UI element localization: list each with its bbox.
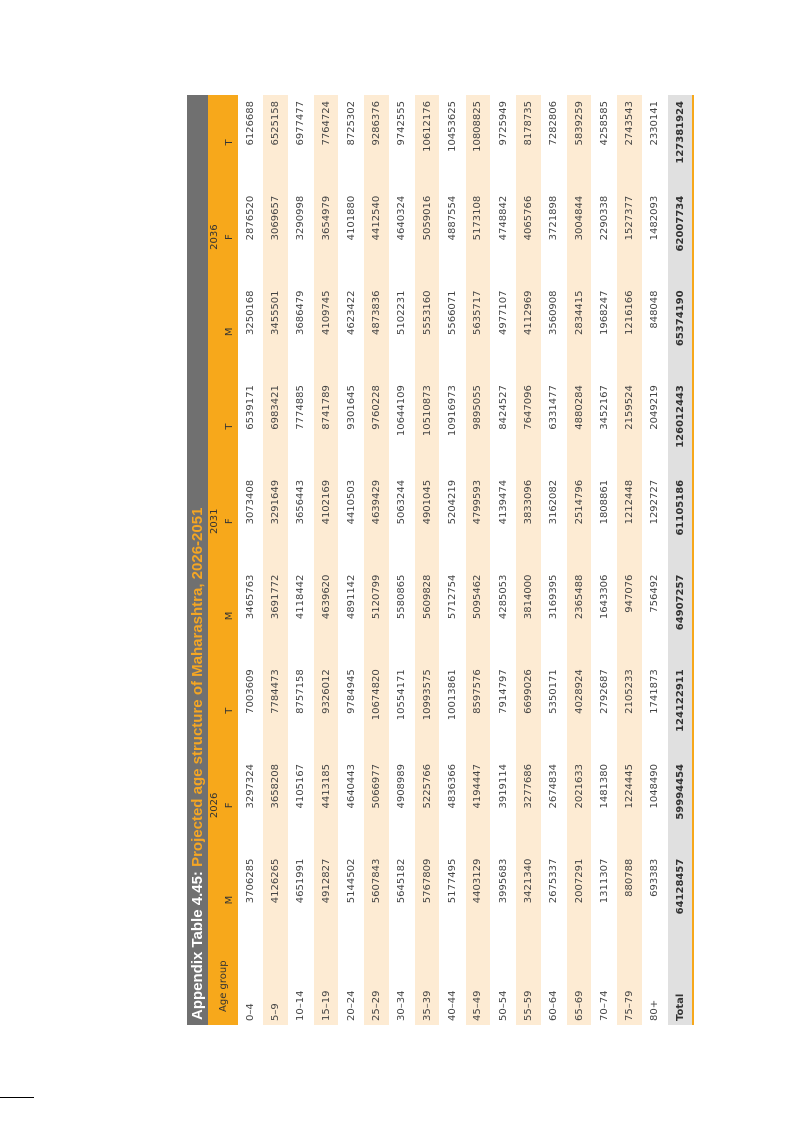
table-cell: 4194447 bbox=[465, 758, 490, 853]
table-cell: 9760228 bbox=[364, 379, 389, 474]
table-cell: 3297324 bbox=[238, 758, 263, 853]
table-row bbox=[541, 95, 566, 1025]
total-cell: 124122911 bbox=[668, 663, 694, 758]
total-cell: 59994454 bbox=[668, 758, 694, 853]
sub-header-t: T bbox=[221, 379, 238, 474]
table-cell: 2021633 bbox=[566, 758, 591, 853]
table-cell: 2365488 bbox=[566, 569, 591, 664]
table-cell: 1224445 bbox=[617, 758, 642, 853]
table-cell: 3706285 bbox=[238, 853, 263, 948]
table-cell: 10510873 bbox=[415, 379, 440, 474]
table-cell: 5173108 bbox=[465, 190, 490, 285]
age-group-label: 45–49 bbox=[465, 947, 490, 1025]
total-cell: 62007734 bbox=[668, 190, 694, 285]
table-cell: 4640324 bbox=[389, 190, 414, 285]
table-cell: 8741789 bbox=[313, 379, 338, 474]
sub-header-f: F bbox=[221, 758, 238, 853]
table-cell: 4065766 bbox=[516, 190, 541, 285]
table-cell: 4887554 bbox=[440, 190, 465, 285]
table-cell: 3654979 bbox=[313, 190, 338, 285]
table-cell: 6699026 bbox=[516, 663, 541, 758]
table-cell: 5066977 bbox=[364, 758, 389, 853]
table-row bbox=[389, 95, 414, 1025]
table-cell: 8178735 bbox=[516, 95, 541, 190]
table-cell: 8597576 bbox=[465, 663, 490, 758]
total-label: Total bbox=[668, 947, 694, 1025]
table-cell: 5645182 bbox=[389, 853, 414, 948]
table-cell: 9326012 bbox=[313, 663, 338, 758]
table-cell: 6983421 bbox=[263, 379, 288, 474]
table-cell: 6525158 bbox=[263, 95, 288, 190]
table-cell: 10554171 bbox=[389, 663, 414, 758]
table-cell: 4639429 bbox=[364, 474, 389, 569]
table-cell: 4623422 bbox=[339, 284, 364, 379]
age-group-label: 75–79 bbox=[617, 947, 642, 1025]
rotated-table-container bbox=[187, 95, 697, 1025]
table-cell: 9286376 bbox=[364, 95, 389, 190]
total-cell: 64907257 bbox=[668, 569, 694, 664]
table-cell: 4102169 bbox=[313, 474, 338, 569]
sub-header-f: F bbox=[221, 474, 238, 569]
table-cell: 5102231 bbox=[389, 284, 414, 379]
table-cell: 10453625 bbox=[440, 95, 465, 190]
table-cell: 5204219 bbox=[440, 474, 465, 569]
page-footer-rule bbox=[0, 1097, 34, 1098]
table-cell: 10644109 bbox=[389, 379, 414, 474]
table-cell: 9895055 bbox=[465, 379, 490, 474]
table-cell: 947076 bbox=[617, 569, 642, 664]
table-cell: 3421340 bbox=[516, 853, 541, 948]
table-cell: 2674834 bbox=[541, 758, 566, 853]
table-row bbox=[490, 95, 515, 1025]
table-cell: 1292727 bbox=[642, 474, 667, 569]
table-cell: 3560908 bbox=[541, 284, 566, 379]
table-cell: 4413185 bbox=[313, 758, 338, 853]
table-cell: 4880284 bbox=[566, 379, 591, 474]
table-cell: 4836366 bbox=[440, 758, 465, 853]
table-cell: 7282806 bbox=[541, 95, 566, 190]
table-cell: 4112969 bbox=[516, 284, 541, 379]
age-group-label: 15–19 bbox=[313, 947, 338, 1025]
total-cell: 61105186 bbox=[668, 474, 694, 569]
table-cell: 6126688 bbox=[238, 95, 263, 190]
table-cell: 4977107 bbox=[490, 284, 515, 379]
table-cell: 3277686 bbox=[516, 758, 541, 853]
table-cell: 6977477 bbox=[288, 95, 313, 190]
year-header-2031: 2031 bbox=[208, 379, 221, 663]
table-cell: 7914797 bbox=[490, 663, 515, 758]
table-cell: 3290998 bbox=[288, 190, 313, 285]
table-cell: 3919114 bbox=[490, 758, 515, 853]
table-cell: 880788 bbox=[617, 853, 642, 948]
table-cell: 1216166 bbox=[617, 284, 642, 379]
table-cell: 1311307 bbox=[592, 853, 617, 948]
table-cell: 9784945 bbox=[339, 663, 364, 758]
table-cell: 5059016 bbox=[415, 190, 440, 285]
table-row bbox=[516, 95, 541, 1025]
total-row bbox=[668, 95, 694, 1025]
table-cell: 3686479 bbox=[288, 284, 313, 379]
table-cell: 1482093 bbox=[642, 190, 667, 285]
table-cell: 7764724 bbox=[313, 95, 338, 190]
table-cell: 9725949 bbox=[490, 95, 515, 190]
table-title-main: Projected age structure of Maharashtra, 2026-2051 bbox=[189, 507, 206, 867]
table-cell: 5225766 bbox=[415, 758, 440, 853]
table-cell: 2105233 bbox=[617, 663, 642, 758]
table-cell: 7774885 bbox=[288, 379, 313, 474]
table-cell: 4799593 bbox=[465, 474, 490, 569]
total-cell: 126012443 bbox=[668, 379, 694, 474]
table-cell: 4912827 bbox=[313, 853, 338, 948]
table-cell: 3995683 bbox=[490, 853, 515, 948]
table-cell: 1643306 bbox=[592, 569, 617, 664]
table-cell: 2743543 bbox=[617, 95, 642, 190]
table-cell: 4118442 bbox=[288, 569, 313, 664]
table-cell: 6539171 bbox=[238, 379, 263, 474]
table-row bbox=[440, 95, 465, 1025]
table-cell: 10916973 bbox=[440, 379, 465, 474]
table-cell: 2876520 bbox=[238, 190, 263, 285]
table-cell: 4640443 bbox=[339, 758, 364, 853]
table-cell: 3250168 bbox=[238, 284, 263, 379]
table-cell: 5635717 bbox=[465, 284, 490, 379]
table-cell: 4285053 bbox=[490, 569, 515, 664]
table-cell: 1048490 bbox=[642, 758, 667, 853]
table-row bbox=[617, 95, 642, 1025]
table-cell: 5095462 bbox=[465, 569, 490, 664]
table-cell: 4651991 bbox=[288, 853, 313, 948]
table-cell: 10612176 bbox=[415, 95, 440, 190]
age-group-label: 40–44 bbox=[440, 947, 465, 1025]
age-group-label: 5–9 bbox=[263, 947, 288, 1025]
table-row bbox=[415, 95, 440, 1025]
year-header-2026: 2026 bbox=[208, 663, 221, 947]
table-row bbox=[313, 95, 338, 1025]
table-cell: 9742555 bbox=[389, 95, 414, 190]
table-cell: 1808861 bbox=[592, 474, 617, 569]
year-header-2036: 2036 bbox=[208, 95, 221, 379]
table-cell: 3069657 bbox=[263, 190, 288, 285]
table-cell: 5566071 bbox=[440, 284, 465, 379]
table-cell: 756492 bbox=[642, 569, 667, 664]
table-title-prefix: Appendix Table 4.45: bbox=[189, 866, 206, 1020]
sub-header-f: F bbox=[221, 190, 238, 285]
table-cell: 4410503 bbox=[339, 474, 364, 569]
table-row bbox=[339, 95, 364, 1025]
table-cell: 3814000 bbox=[516, 569, 541, 664]
table-cell: 8757158 bbox=[288, 663, 313, 758]
table-cell: 3656443 bbox=[288, 474, 313, 569]
table-cell: 2290338 bbox=[592, 190, 617, 285]
table-cell: 5580865 bbox=[389, 569, 414, 664]
table-cell: 5350171 bbox=[541, 663, 566, 758]
table-cell: 4873836 bbox=[364, 284, 389, 379]
age-group-label: 80+ bbox=[642, 947, 667, 1025]
table-cell: 4639620 bbox=[313, 569, 338, 664]
table-cell: 2792687 bbox=[592, 663, 617, 758]
table-cell: 3162082 bbox=[541, 474, 566, 569]
table-cell: 2514796 bbox=[566, 474, 591, 569]
age-group-label: 50–54 bbox=[490, 947, 515, 1025]
table-cell: 4139474 bbox=[490, 474, 515, 569]
age-group-label: 25–29 bbox=[364, 947, 389, 1025]
table-row bbox=[465, 95, 490, 1025]
table-cell: 6331477 bbox=[541, 379, 566, 474]
table-cell: 5767809 bbox=[415, 853, 440, 948]
table-cell: 4258585 bbox=[592, 95, 617, 190]
table-cell: 4028924 bbox=[566, 663, 591, 758]
total-cell: 127381924 bbox=[668, 95, 694, 190]
age-group-label: 20–24 bbox=[339, 947, 364, 1025]
table-cell: 1481380 bbox=[592, 758, 617, 853]
table-cell: 5839259 bbox=[566, 95, 591, 190]
table-cell: 5144502 bbox=[339, 853, 364, 948]
table-row bbox=[592, 95, 617, 1025]
table-cell: 1741873 bbox=[642, 663, 667, 758]
age-group-label: 55–59 bbox=[516, 947, 541, 1025]
table-cell: 4412540 bbox=[364, 190, 389, 285]
table-cell: 7784473 bbox=[263, 663, 288, 758]
table-cell: 3452167 bbox=[592, 379, 617, 474]
age-group-label: 0–4 bbox=[238, 947, 263, 1025]
table-cell: 1212448 bbox=[617, 474, 642, 569]
total-cell: 65374190 bbox=[668, 284, 694, 379]
table-cell: 5607843 bbox=[364, 853, 389, 948]
table-cell: 3658208 bbox=[263, 758, 288, 853]
age-group-header: Age group bbox=[208, 947, 238, 1025]
total-cell: 64128457 bbox=[668, 853, 694, 948]
table-cell: 4105167 bbox=[288, 758, 313, 853]
table-title bbox=[187, 95, 208, 1025]
table-cell: 2675337 bbox=[541, 853, 566, 948]
table-cell: 5609828 bbox=[415, 569, 440, 664]
table-cell: 1527377 bbox=[617, 190, 642, 285]
table-row bbox=[238, 95, 263, 1025]
table-cell: 693383 bbox=[642, 853, 667, 948]
sub-header-t: T bbox=[221, 663, 238, 758]
table-cell: 10674820 bbox=[364, 663, 389, 758]
table-cell: 5120799 bbox=[364, 569, 389, 664]
table-cell: 2159524 bbox=[617, 379, 642, 474]
table-cell: 2007291 bbox=[566, 853, 591, 948]
table-cell: 4891142 bbox=[339, 569, 364, 664]
table-cell: 5063244 bbox=[389, 474, 414, 569]
sub-header-m: M bbox=[221, 853, 238, 948]
table-cell: 4403129 bbox=[465, 853, 490, 948]
table-cell: 3691772 bbox=[263, 569, 288, 664]
age-group-label: 65–69 bbox=[566, 947, 591, 1025]
age-group-label: 70–74 bbox=[592, 947, 617, 1025]
table-cell: 3291649 bbox=[263, 474, 288, 569]
sub-header-m: M bbox=[221, 284, 238, 379]
table-cell: 3833096 bbox=[516, 474, 541, 569]
sub-header-t: T bbox=[221, 95, 238, 190]
table-row bbox=[642, 95, 667, 1025]
table-cell: 2834415 bbox=[566, 284, 591, 379]
table-row bbox=[566, 95, 591, 1025]
table-cell: 1968247 bbox=[592, 284, 617, 379]
table-cell: 3073408 bbox=[238, 474, 263, 569]
table-cell: 5553160 bbox=[415, 284, 440, 379]
table-cell: 3004844 bbox=[566, 190, 591, 285]
table-cell: 10808825 bbox=[465, 95, 490, 190]
sub-header-row bbox=[221, 95, 238, 1025]
table-cell: 7647096 bbox=[516, 379, 541, 474]
table-body bbox=[238, 95, 693, 1025]
table-cell: 4748842 bbox=[490, 190, 515, 285]
age-group-label: 10–14 bbox=[288, 947, 313, 1025]
table-cell: 2330141 bbox=[642, 95, 667, 190]
age-group-label: 30–34 bbox=[389, 947, 414, 1025]
table-cell: 4126265 bbox=[263, 853, 288, 948]
table-cell: 8424527 bbox=[490, 379, 515, 474]
table-stage bbox=[187, 95, 697, 1025]
table-cell: 5712754 bbox=[440, 569, 465, 664]
table-cell: 2049219 bbox=[642, 379, 667, 474]
table-row bbox=[364, 95, 389, 1025]
table-cell: 7003609 bbox=[238, 663, 263, 758]
table-cell: 4101880 bbox=[339, 190, 364, 285]
age-group-label: 60–64 bbox=[541, 947, 566, 1025]
table-cell: 3455501 bbox=[263, 284, 288, 379]
table-cell: 3465763 bbox=[238, 569, 263, 664]
table-cell: 8725302 bbox=[339, 95, 364, 190]
table-cell: 848048 bbox=[642, 284, 667, 379]
table-row bbox=[263, 95, 288, 1025]
table-cell: 5177495 bbox=[440, 853, 465, 948]
age-structure-table bbox=[208, 95, 694, 1025]
table-cell: 10993575 bbox=[415, 663, 440, 758]
table-cell: 4908989 bbox=[389, 758, 414, 853]
table-cell: 3721898 bbox=[541, 190, 566, 285]
table-cell: 4109745 bbox=[313, 284, 338, 379]
table-cell: 3169395 bbox=[541, 569, 566, 664]
table-cell: 9301645 bbox=[339, 379, 364, 474]
age-group-label: 35–39 bbox=[415, 947, 440, 1025]
table-cell: 10013861 bbox=[440, 663, 465, 758]
sub-header-m: M bbox=[221, 569, 238, 664]
table-cell: 4901045 bbox=[415, 474, 440, 569]
table-row bbox=[288, 95, 313, 1025]
